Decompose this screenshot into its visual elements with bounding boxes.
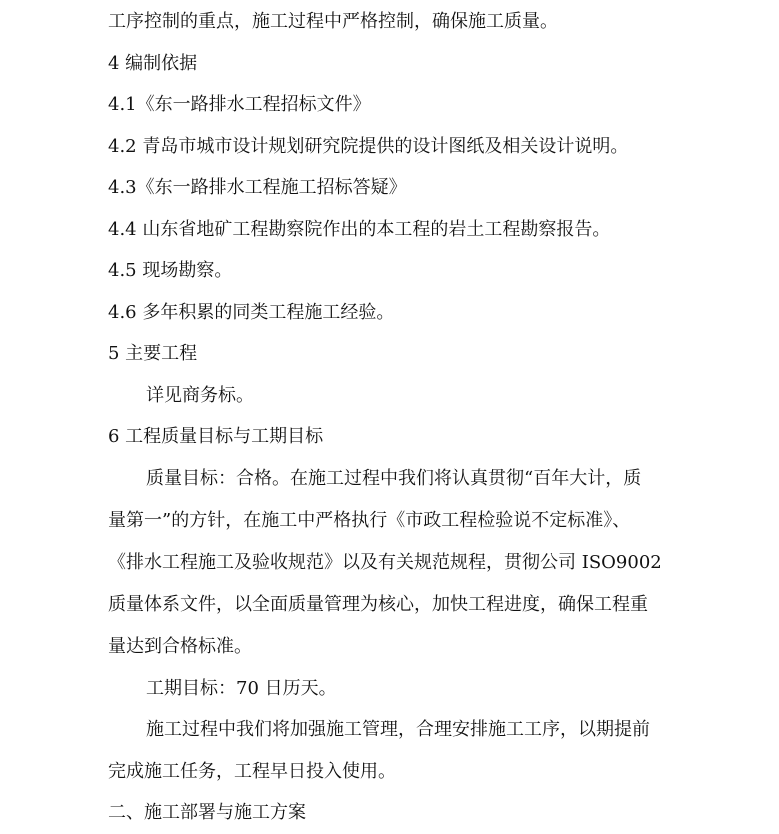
list-item: 4.5 现场勘察。: [108, 260, 233, 281]
paragraph-line: 详见商务标。: [146, 385, 254, 406]
paragraph-line: 工序控制的重点，施工过程中严格控制，确保施工质量。: [108, 11, 558, 32]
list-item: 4.4 山东省地矿工程勘察院作出的本工程的岩土工程勘察报告。: [108, 219, 611, 240]
list-item: 4.3《东一路排水工程施工招标答疑》: [108, 177, 407, 198]
section-heading: 二、施工部署与施工方案: [108, 802, 306, 823]
paragraph-line: 工期目标：70 日历天。: [146, 678, 337, 699]
section-heading: 6 工程质量目标与工期目标: [108, 426, 324, 447]
paragraph-line: 量达到合格标准。: [108, 636, 252, 657]
paragraph-line: 完成施工任务，工程早日投入使用。: [108, 761, 396, 782]
paragraph-line: 《排水工程施工及验收规范》以及有关规范规程，贯彻公司 ISO9002: [108, 552, 662, 573]
section-heading: 4 编制依据: [108, 53, 198, 74]
paragraph-line: 施工过程中我们将加强施工管理，合理安排施工工序，以期提前: [146, 719, 650, 740]
paragraph-line: 量第一”的方针，在施工中严格执行《市政工程检验说不定标准》、: [108, 510, 631, 531]
paragraph-line: 质量目标：合格。在施工过程中我们将认真贯彻“百年大计，质: [146, 468, 642, 489]
section-heading: 5 主要工程: [108, 343, 198, 364]
list-item: 4.1《东一路排水工程招标文件》: [108, 94, 371, 115]
list-item: 4.6 多年积累的同类工程施工经验。: [108, 302, 395, 323]
list-item: 4.2 青岛市城市设计规划研究院提供的设计图纸及相关设计说明。: [108, 136, 629, 157]
paragraph-line: 质量体系文件，以全面质量管理为核心，加快工程进度，确保工程重: [108, 594, 648, 615]
